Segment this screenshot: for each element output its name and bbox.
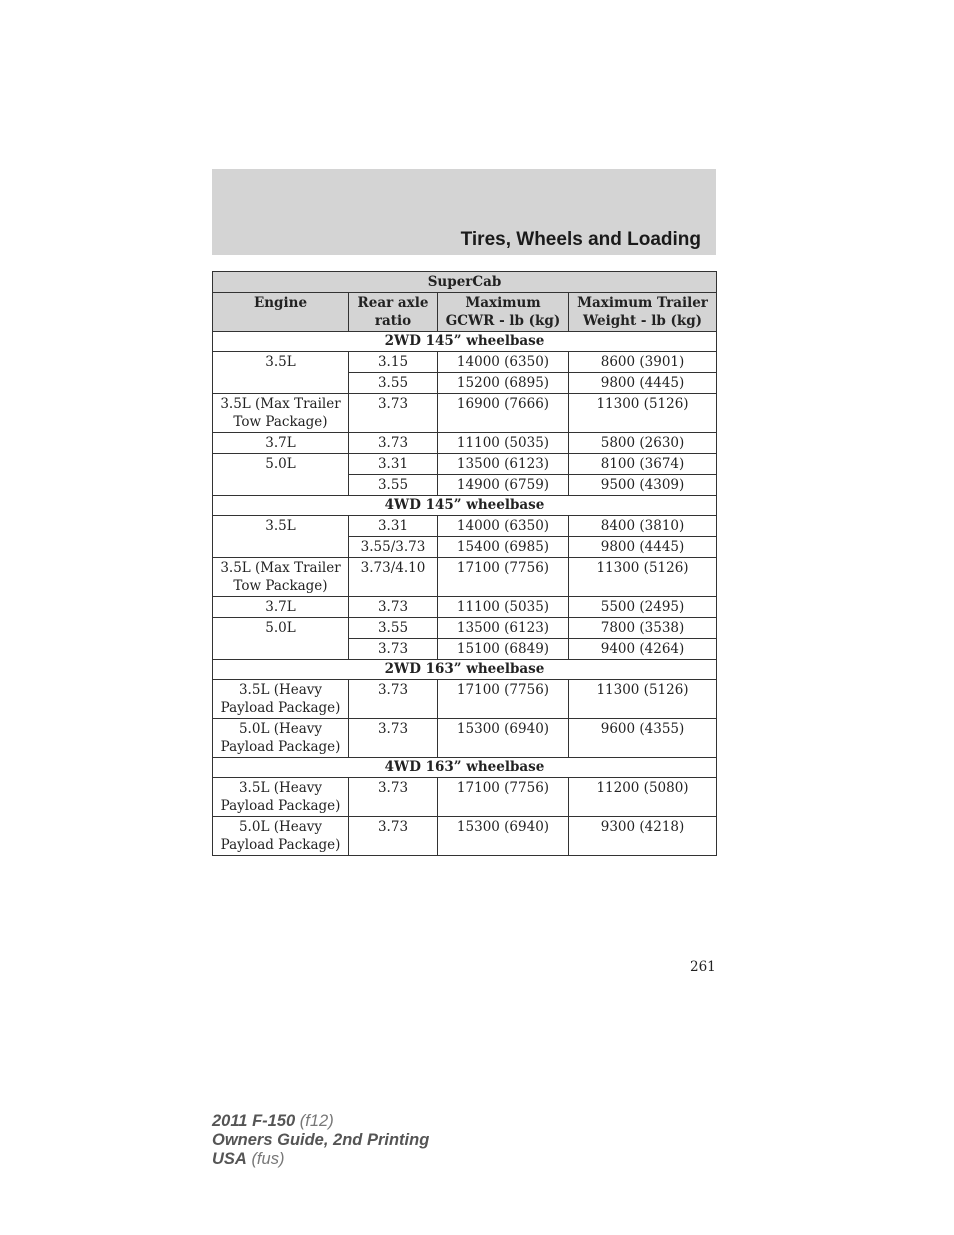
engine-line: 5.0L xyxy=(265,456,296,472)
trailer-weight-cell: 7800 (3538) xyxy=(569,618,717,639)
column-header-line: Maximum xyxy=(465,295,541,311)
engine-cell xyxy=(213,817,349,856)
section-row xyxy=(213,332,717,352)
section-label: 2WD 145” wheelbase xyxy=(213,332,717,352)
axle-ratio-cell: 3.73 xyxy=(349,433,438,454)
footer-market-code: (fus) xyxy=(251,1150,285,1168)
gcwr-cell: 16900 (7666) xyxy=(438,394,569,433)
engine-line: Payload Package) xyxy=(220,837,341,853)
gcwr-cell: 13500 (6123) xyxy=(438,618,569,639)
table-row xyxy=(213,719,717,758)
axle-ratio-cell: 3.73 xyxy=(349,719,438,758)
column-header-line: Rear axle xyxy=(357,295,429,311)
engine-line: Tow Package) xyxy=(233,414,328,430)
axle-ratio-cell: 3.73 xyxy=(349,778,438,817)
gcwr-cell: 14900 (6759) xyxy=(438,475,569,496)
gcwr-cell: 15100 (6849) xyxy=(438,639,569,660)
column-header-line: GCWR - lb (kg) xyxy=(445,313,561,329)
document-footer xyxy=(212,1112,429,1169)
trailer-weight-cell: 11300 (5126) xyxy=(569,394,717,433)
footer-guide: Owners Guide, 2nd Printing xyxy=(212,1131,430,1149)
column-header-line: ratio xyxy=(374,313,412,329)
engine-cell xyxy=(213,352,349,394)
engine-line: 3.5L xyxy=(265,354,296,370)
engine-cell xyxy=(213,778,349,817)
gcwr-cell: 17100 (7756) xyxy=(438,680,569,719)
gcwr-cell: 11100 (5035) xyxy=(438,433,569,454)
engine-cell xyxy=(213,394,349,433)
engine-cell xyxy=(213,454,349,496)
table-row xyxy=(213,454,717,475)
axle-ratio-cell: 3.73 xyxy=(349,680,438,719)
trailer-weight-cell: 8100 (3674) xyxy=(569,454,717,475)
gcwr-cell: 14000 (6350) xyxy=(438,516,569,537)
trailer-weight-cell: 11300 (5126) xyxy=(569,558,717,597)
section-label: 2WD 163” wheelbase xyxy=(213,660,717,680)
engine-cell xyxy=(213,597,349,618)
gcwr-cell: 17100 (7756) xyxy=(438,778,569,817)
axle-ratio-cell: 3.73 xyxy=(349,597,438,618)
engine-line: 3.7L xyxy=(265,435,296,451)
axle-ratio-cell: 3.55 xyxy=(349,475,438,496)
axle-ratio-cell: 3.73/4.10 xyxy=(349,558,438,597)
engine-line: 3.5L (Heavy xyxy=(238,780,323,796)
trailer-weight-cell: 11200 (5080) xyxy=(569,778,717,817)
table-row xyxy=(213,680,717,719)
trailer-weight-cell: 9800 (4445) xyxy=(569,537,717,558)
trailer-weight-cell: 9400 (4264) xyxy=(569,639,717,660)
table-row xyxy=(213,352,717,373)
engine-cell xyxy=(213,719,349,758)
footer-model-code: (f12) xyxy=(299,1112,334,1130)
table-body xyxy=(213,332,717,856)
column-header xyxy=(569,293,717,332)
axle-ratio-cell: 3.73 xyxy=(349,639,438,660)
trailer-weight-cell: 8400 (3810) xyxy=(569,516,717,537)
table-row xyxy=(213,394,717,433)
footer-market: USA xyxy=(212,1150,247,1168)
axle-ratio-cell: 3.55 xyxy=(349,618,438,639)
axle-ratio-cell: 3.55/3.73 xyxy=(349,537,438,558)
engine-line: 5.0L (Heavy xyxy=(238,721,323,737)
column-header xyxy=(213,293,349,332)
footer-model: 2011 F-150 xyxy=(212,1112,296,1130)
gcwr-cell: 15200 (6895) xyxy=(438,373,569,394)
engine-cell xyxy=(213,516,349,558)
engine-line: Payload Package) xyxy=(220,700,341,716)
section-row xyxy=(213,660,717,680)
gcwr-cell: 15300 (6940) xyxy=(438,817,569,856)
engine-cell xyxy=(213,680,349,719)
section-header-band xyxy=(212,169,716,255)
section-row xyxy=(213,758,717,778)
trailer-weight-cell: 9500 (4309) xyxy=(569,475,717,496)
trailer-weight-cell: 9800 (4445) xyxy=(569,373,717,394)
footer-line-1 xyxy=(212,1112,429,1131)
trailer-weight-cell: 5800 (2630) xyxy=(569,433,717,454)
table-row xyxy=(213,618,717,639)
table-caption: SuperCab xyxy=(213,272,717,293)
section-label: 4WD 145” wheelbase xyxy=(213,496,717,516)
table-caption-row xyxy=(213,272,717,293)
engine-line: 5.0L (Heavy xyxy=(238,819,323,835)
engine-line: 3.5L (Max Trailer xyxy=(220,560,341,576)
engine-line: 3.5L (Heavy xyxy=(238,682,323,698)
column-header xyxy=(349,293,438,332)
trailer-weight-cell: 9300 (4218) xyxy=(569,817,717,856)
trailer-weight-cell: 11300 (5126) xyxy=(569,680,717,719)
gcwr-cell: 15400 (6985) xyxy=(438,537,569,558)
table-row xyxy=(213,817,717,856)
gcwr-cell: 13500 (6123) xyxy=(438,454,569,475)
page-number: 261 xyxy=(690,959,716,975)
footer-line-3 xyxy=(212,1150,429,1169)
column-header xyxy=(438,293,569,332)
trailer-weight-cell: 5500 (2495) xyxy=(569,597,717,618)
section-title: Tires, Wheels and Loading xyxy=(460,229,701,250)
table-header-row xyxy=(213,293,717,332)
axle-ratio-cell: 3.15 xyxy=(349,352,438,373)
engine-cell xyxy=(213,433,349,454)
gcwr-cell: 15300 (6940) xyxy=(438,719,569,758)
gcwr-cell: 11100 (5035) xyxy=(438,597,569,618)
gcwr-cell: 14000 (6350) xyxy=(438,352,569,373)
trailer-weight-cell: 9600 (4355) xyxy=(569,719,717,758)
table-row xyxy=(213,778,717,817)
section-label: 4WD 163” wheelbase xyxy=(213,758,717,778)
column-header-line: Engine xyxy=(253,295,308,311)
engine-line: Payload Package) xyxy=(220,739,341,755)
table-row xyxy=(213,597,717,618)
table-row xyxy=(213,516,717,537)
column-header-line: Maximum Trailer xyxy=(577,295,708,311)
table-row xyxy=(213,433,717,454)
axle-ratio-cell: 3.73 xyxy=(349,394,438,433)
engine-line: 3.7L xyxy=(265,599,296,615)
column-header-line: Weight - lb (kg) xyxy=(582,313,703,329)
gcwr-cell: 17100 (7756) xyxy=(438,558,569,597)
section-row xyxy=(213,496,717,516)
axle-ratio-cell: 3.31 xyxy=(349,454,438,475)
engine-line: Payload Package) xyxy=(220,798,341,814)
towing-spec-table xyxy=(212,271,717,856)
engine-cell xyxy=(213,618,349,660)
engine-line: 5.0L xyxy=(265,620,296,636)
engine-cell xyxy=(213,558,349,597)
engine-line: 3.5L (Max Trailer xyxy=(220,396,341,412)
axle-ratio-cell: 3.55 xyxy=(349,373,438,394)
engine-line: Tow Package) xyxy=(233,578,328,594)
footer-line-2 xyxy=(212,1131,429,1150)
table-row xyxy=(213,558,717,597)
axle-ratio-cell: 3.73 xyxy=(349,817,438,856)
engine-line: 3.5L xyxy=(265,518,296,534)
trailer-weight-cell: 8600 (3901) xyxy=(569,352,717,373)
axle-ratio-cell: 3.31 xyxy=(349,516,438,537)
